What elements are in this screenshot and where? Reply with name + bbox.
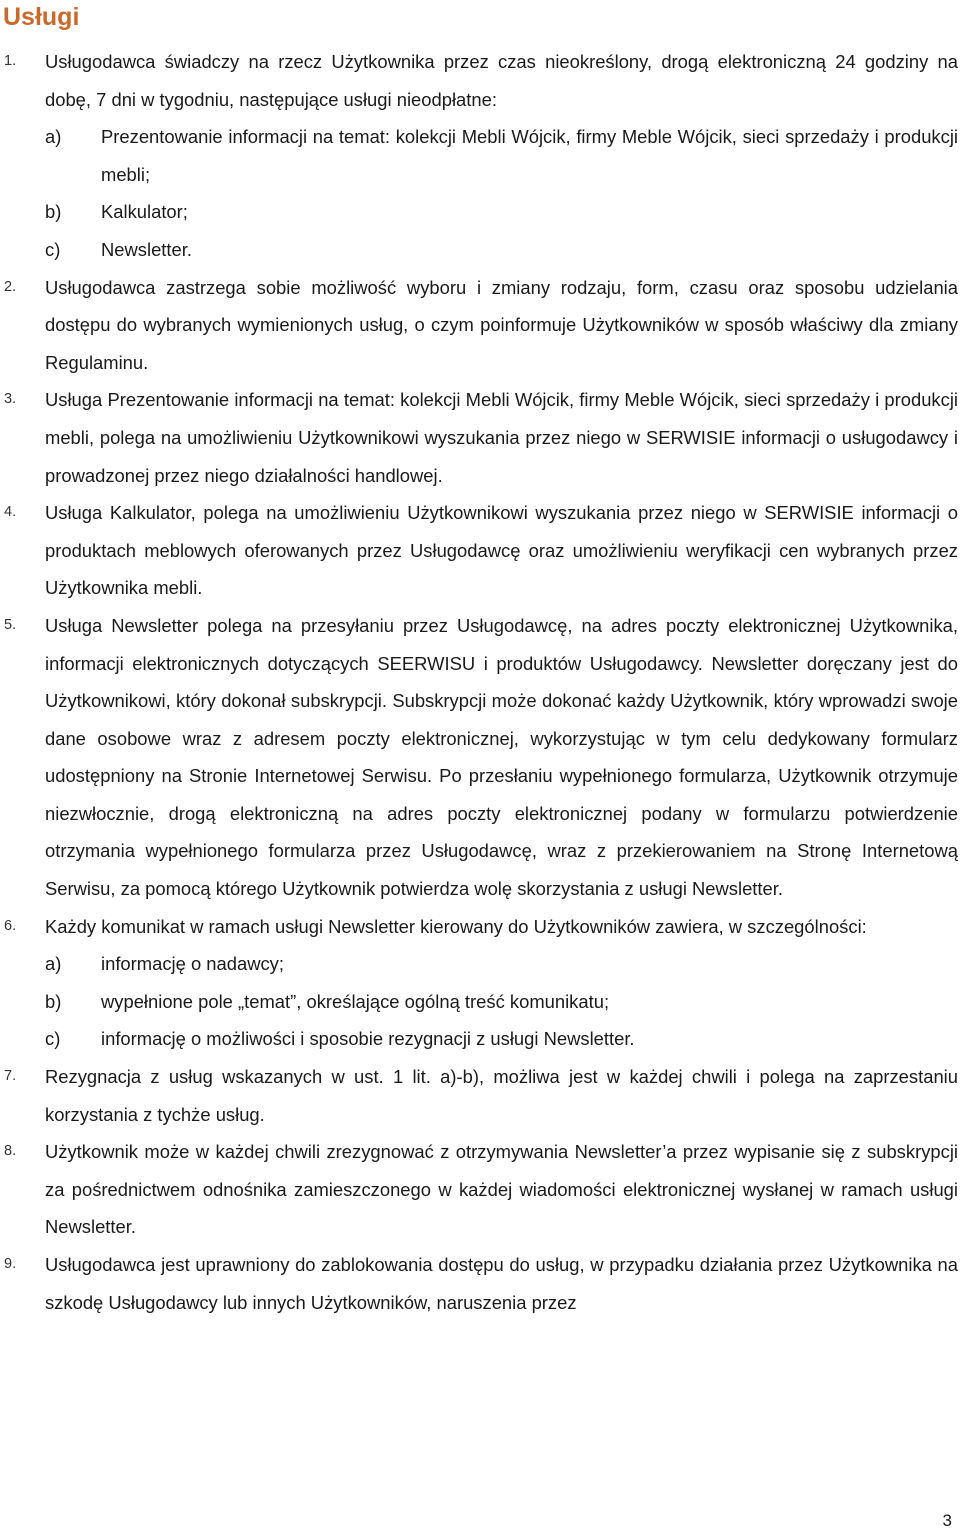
subitem-text: informację o nadawcy; [101,953,284,975]
item-number: 1. [4,53,17,69]
subitem-b [45,193,958,231]
subitem-letter: a) [45,953,62,975]
subitem-text: Newsletter. [101,238,192,260]
item-text: Użytkownik może w każdej chwili zrezygnować z otrzymywania Newsletter’a przez wypisanie się z subskrypcji za pośrednictwem odnośnika zamieszczonego w każdej wiadomości elektronicznej wysłanej w ramach usługi Newsletter. [45,1141,958,1238]
subitem-c [45,231,958,269]
list-item-3 [0,381,958,494]
item-number: 2. [4,278,17,295]
subitem-letter: c) [45,1028,61,1050]
item-text: Usługodawca zastrzega sobie możliwość wyboru i zmiany rodzaju, form, czasu oraz sposobu udzielania dostępu do wybranych wymienionych usług, o czym poinformuje Użytkowników w sposób właściwy dla zmiany Regulaminu. [45,276,958,373]
item-number: 5. [4,616,17,633]
subitem-text: informację o możliwości i sposobie rezygnacji z usługi Newsletter. [101,1028,635,1050]
item-number: 3. [4,391,17,408]
subitem-c [45,1020,958,1058]
subitem-a [45,945,958,983]
list-item-9 [0,1246,958,1321]
subitem-letter: b) [45,990,62,1012]
item-text: Usługodawca jest uprawniony do zablokowania dostępu do usług, w przypadku działania przez Użytkownika na szkodę Usługodawcy lub innych Użytkowników, naruszenia przez [45,1254,958,1313]
list-item-2 [0,269,958,382]
item-text: Każdy komunikat w ramach usługi Newsletter kierowany do Użytkowników zawiera, w szczególności: [45,915,867,937]
item-text: Usługa Prezentowanie informacji na temat: kolekcji Mebli Wójcik, firmy Meble Wójcik, sieci sprzedaży i produkcji mebli, polega na umożliwieniu Użytkownikowi wyszukania przez niego w SERWISIE informacji o usługodawcy i prowadzonej przez niego działalności handlowej. [45,389,958,486]
subitem-text: Prezentowanie informacji na temat: kolekcji Mebli Wójcik, firmy Meble Wójcik, sieci sprzedaży i produkcji mebli; [101,126,958,185]
subitem-text: wypełnione pole „temat”, określające ogólną treść komunikatu; [101,990,610,1012]
subitem-letter: c) [45,238,61,260]
list-item-5 [0,607,958,908]
item-text: Usługa Newsletter polega na przesyłaniu przez Usługodawcę, na adres poczty elektronicznej Użytkownika, informacji elektronicznych dotyczących SEERWISU i produktów Usługodawcy. Newsletter doręczany jest do Użytkownikowi, który dokonał subskrypcji. Subskrypcji może dokonać każdy Użytkownik, który wprowadzi swoje dane osobowe wraz z adresem poczty elektronicznej, wykorzystując w tym celu dedykowany formularz udostępniony na Stronie Internetowej Serwisu. Po przesłaniu wypełnionego formularza, Użytkownik otrzymuje niezwłocznie, drogą elektroniczną na adres poczty elektronicznej podany w formularzu potwierdzenie otrzymania wypełnionego formularza przez Usługodawcę, wraz z przekierowaniem na Stronę Internetową Serwisu, za pomocą którego Użytkownik potwierdza wolę skorzystania z usługi Newsletter. [45,614,958,900]
subitem-b [45,983,958,1021]
list-item-4 [0,494,958,607]
item-number: 9. [4,1256,17,1272]
page-number: 3 [942,1511,952,1530]
item-number: 6. [4,917,17,934]
list-item-1 [0,43,958,269]
item-number: 7. [4,1068,17,1085]
item-number: 4. [4,504,17,521]
section-heading: Usługi [3,3,80,31]
list-item-8 [0,1133,958,1246]
subitem-letter: b) [45,201,62,223]
list-item-7 [0,1058,958,1133]
list-item-6 [0,908,958,1058]
subitem-letter: a) [45,126,62,148]
services-list [0,43,958,1321]
item-text: Usługa Kalkulator, polega na umożliwieniu Użytkownikowi wyszukania przez niego w SERWISIE informacji o produktach meblowych oferowanych przez Usługodawcę oraz umożliwieniu weryfikacji cen wybranych przez Użytkownika mebli. [45,502,958,599]
subitem-text: Kalkulator; [101,201,188,223]
item-text: Rezygnacja z usług wskazanych w ust. 1 lit. a)-b), możliwa jest w każdej chwili i polega na zaprzestaniu korzystania z tychże usług. [45,1066,958,1125]
item-text: Usługodawca świadczy na rzecz Użytkownika przez czas nieokreślony, drogą elektroniczną 24 godziny na dobę, 7 dni w tygodniu, następujące usługi nieodpłatne: [45,51,958,110]
item-number: 8. [4,1143,17,1160]
subitem-a [45,118,958,193]
